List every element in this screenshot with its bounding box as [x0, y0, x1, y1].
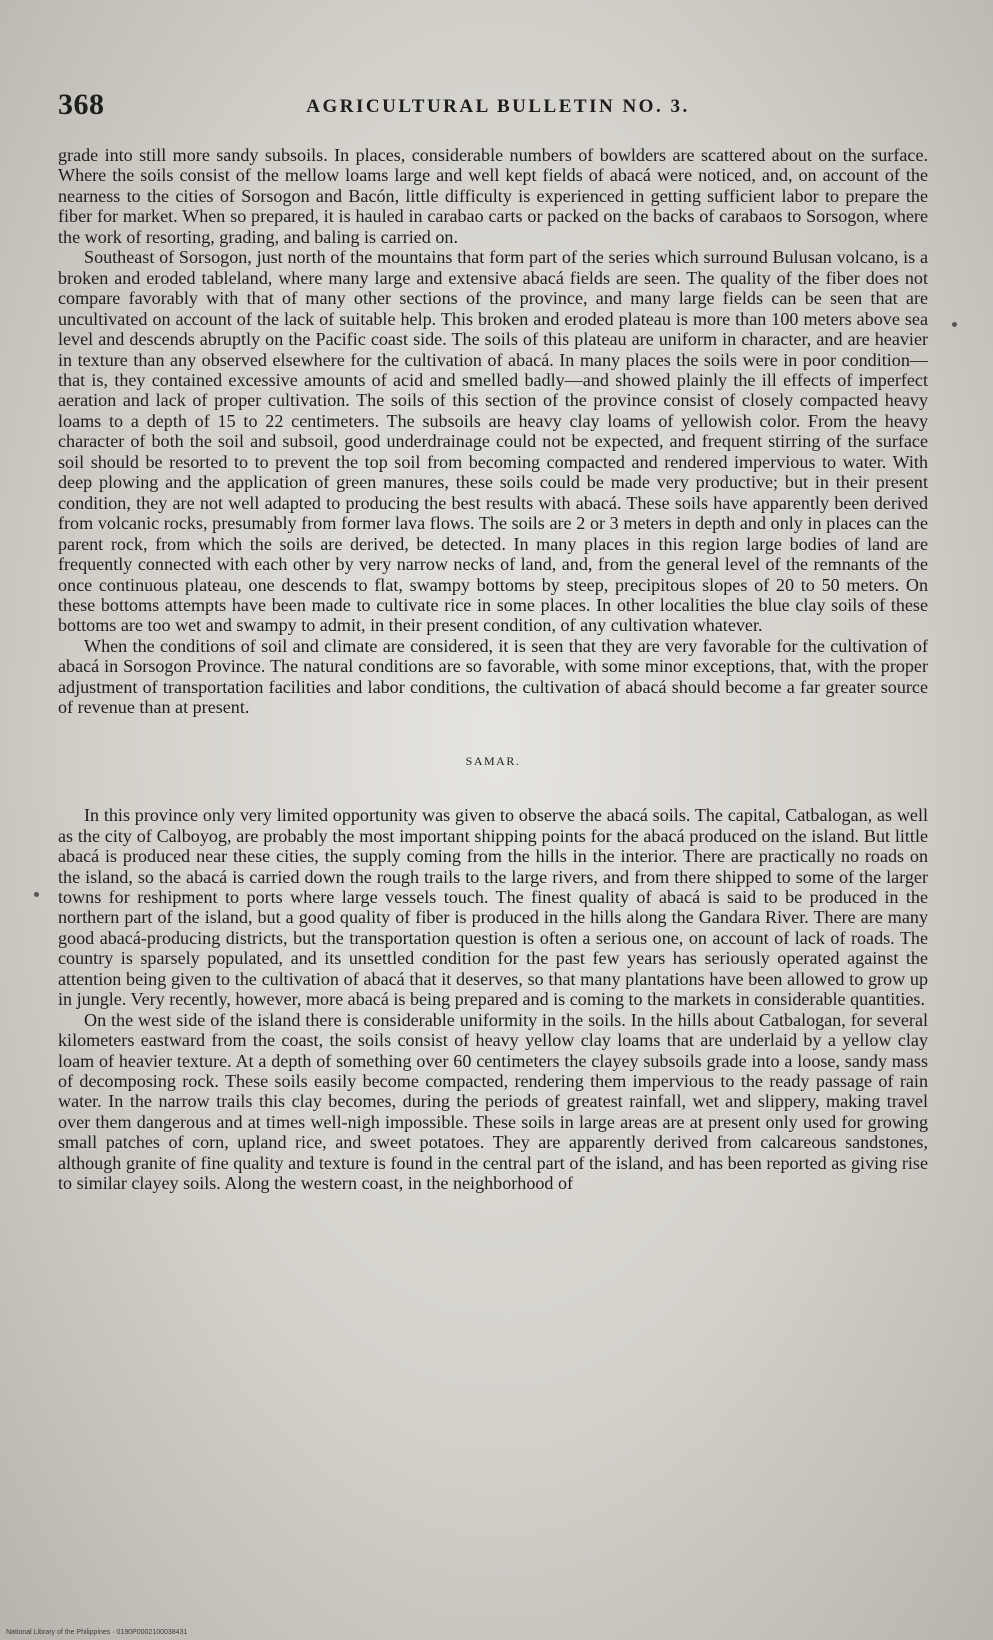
paragraph: When the conditions of soil and climate are considered, it is seen that they are very favorable for the cultivation of abacá in Sorsogon Province. The natural conditions are so favorable, with some minor exceptions, that, with the proper adjustment of transportation facilities and labor conditions, the cultivation of abacá should become a far greater source of revenue than at present.: [58, 635, 928, 718]
page-number: 368: [58, 88, 105, 121]
paragraph: On the west side of the island there is considerable uniformity in the soils. In the hills about Catbalogan, for several kilometers eastward from the coast, the soils consist of heavy yellow clay loams that are underlaid by a yellow clay loam of heavier texture. At a depth of something over 60 centimeters the clayey subsoils grade into a loose, sandy mass of decomposing rock. These soils easily become compacted, rendering them impervious to the ready passage of rain water. In the narrow trails this clay becomes, during the periods of greatest rainfall, wet and slippery, making travel over them dangerous and at times well-nigh impossible. These soils in large areas are at present only used for growing small patches of corn, upland rice, and sweet potatoes. They are apparently derived from calcareous sandstones, although granite of fine quality and texture is found in the central part of the island, and has been reported as giving rise to similar clayey soils. Along the western coast, in the neighborhood of: [58, 1009, 928, 1194]
scan-speck: [952, 322, 957, 327]
paragraph: Southeast of Sorsogon, just north of the mountains that form part of the series which surround Bulusan volcano, is a broken and eroded tableland, where many large and extensive abacá fields are seen. The quality of the fiber does not compare favorably with that of many other sections of the province, and many large fields can be seen that are uncultivated on account of the lack of suitable help. This broken and eroded plateau is more than 100 meters above sea level and descends abruptly on the Pacific coast side. The soils of this plateau are uniform in character, and are heavier in texture than any observed elsewhere for the cultivation of abacá. In many places the soils were in poor condition—that is, they contained excessive amounts of acid and smelled badly—and showed plainly the ill effects of imperfect aeration and lack of proper cultivation. The soils of this section of the province consist of closely compacted heavy loams to a depth of 15 to 22 centimeters. The subsoils are heavy clay loams of yellowish color. From the heavy character of both the soil and subsoil, good underdrainage could not be expected, and frequent stirring of the surface soil should be resorted to to prevent the top soil from becoming compacted and rendered impervious to water. With deep plowing and the application of green manures, these soils could be made very productive; but in their present condition, they are not well adapted to producing the best results with abacá. These soils have apparently been derived from volcanic rocks, presumably from former lava flows. The soils are 2 or 3 meters in depth and only in places can the parent rock, from which the soils are derived, be detected. In many places in this region large bodies of land are frequently connected with each other by very narrow necks of land, and, from the general level of the remnants of the once continuous plateau, one descends to flat, swampy bottoms by steep, precipitous slopes of 20 to 50 meters. On these bottoms attempts have been made to cultivate rice in some places. In other localities the blue clay soils of these bottoms are too wet and swampy to admit, in their present condition, of any cultivation whatever.: [58, 247, 928, 636]
archive-stamp: National Library of the Philippines · 0190P0002100038431: [6, 1629, 188, 1636]
paragraph: In this province only very limited opportunity was given to observe the abacá soils. The capital, Catbalogan, as well as the city of Calboyog, are probably the most important shipping points for the abacá produced on the island. But little abacá is produced near these cities, the supply coming from the hills in the interior. There are practically no roads on the island, so the abacá is carried down the rough trails to the large rivers, and from there shipped to some of the larger towns for reshipment to ports where large vessels touch. The finest quality of abacá is said to be produced in the northern part of the island, but a good quality of fiber is produced in the hills along the Gandara River. There are many good abacá-producing districts, but the transportation question is often a serious one, on account of lack of roads. The country is sparsely populated, and its unsettled condition for the past few years has seriously operated against the attention being given to the cultivation of abacá that it deserves, so that many plantations have been allowed to grow up in jungle. Very recently, however, more abacá is being prepared and is coming to the markets in considerable quantities.: [58, 805, 928, 1010]
section-heading-samar: SAMAR.: [465, 753, 521, 768]
scan-speck: [34, 892, 39, 897]
paragraph: grade into still more sandy subsoils. In places, considerable numbers of bowlders are scattered about on the surface. Where the soils consist of the mellow loams large and well kept fields of abacá were noticed, and, on account of the nearness to the cities of Sorsogon and Bacón, little difficulty is experienced in getting sufficient labor to prepare the fiber for market. When so prepared, it is hauled in carabao carts or packed on the backs of carabaos to Sorsogon, where the work of resorting, grading, and baling is carried on.: [58, 145, 928, 247]
page-header: [58, 88, 938, 128]
running-title: AGRICULTURAL BULLETIN NO. 3.: [306, 96, 690, 117]
body-text: [58, 145, 928, 1194]
